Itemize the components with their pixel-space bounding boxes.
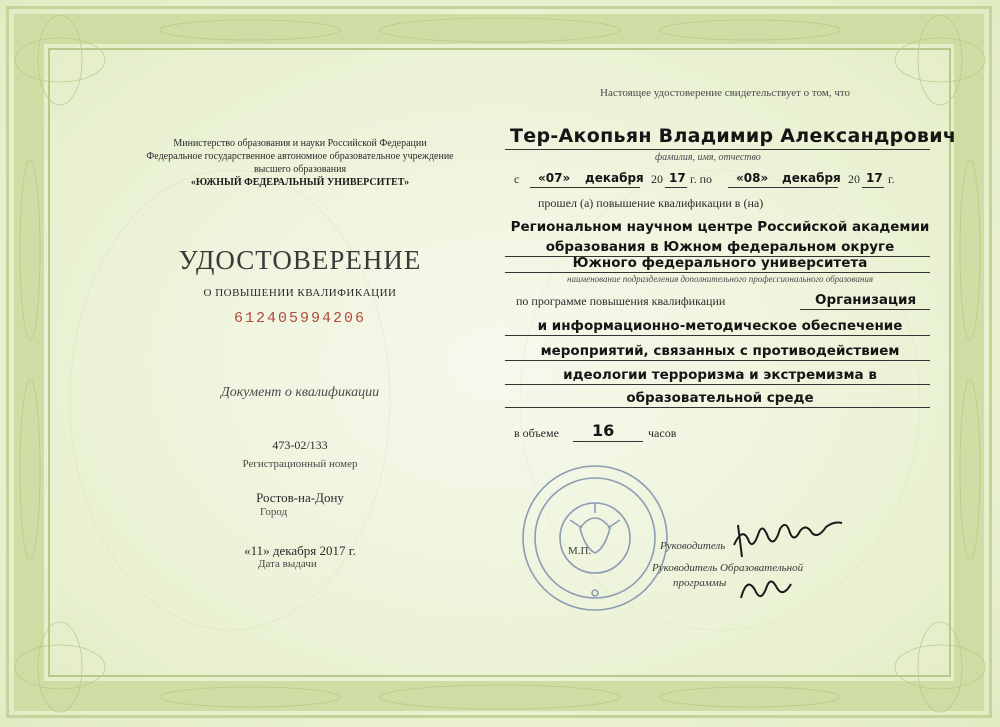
organization-caption: наименование подразделения дополнительного профессионального образования — [566, 274, 874, 284]
to-year-suffix: г. — [888, 172, 895, 186]
head-label: Руководитель — [660, 540, 726, 552]
program-line-5: образовательной среде — [626, 390, 814, 406]
serial-number: 612405994206 — [233, 310, 367, 327]
program-head-signature — [735, 572, 795, 608]
hours-suffix: часов — [648, 426, 677, 440]
issue-date-label: Дата выдачи — [258, 558, 317, 570]
from-month: декабря — [585, 171, 644, 185]
name-caption: фамилия, имя, отчество — [655, 152, 761, 163]
to-month: декабря — [782, 171, 841, 185]
from-date-underline — [530, 187, 640, 188]
university-name: «ЮЖНЫЙ ФЕДЕРАЛЬНЫЙ УНИВЕРСИТЕТ» — [190, 177, 410, 188]
organization-underline-3 — [505, 272, 930, 273]
program-line-3: мероприятий, связанных с противодействием — [540, 343, 900, 359]
hours-underline — [573, 441, 643, 442]
volume-prefix: в объеме — [514, 426, 559, 440]
to-year-underline — [862, 187, 884, 188]
ministry-line-3: высшего образования — [253, 164, 347, 175]
certificate-subtitle: О ПОВЫШЕНИИ КВАЛИФИКАЦИИ — [203, 287, 397, 299]
registration-number: 473-02/133 — [272, 438, 328, 452]
organization-line-3: Южного федерального университета — [572, 255, 868, 271]
issue-date: «11» декабря 2017 г. — [244, 543, 356, 558]
hours-value: 16 — [592, 421, 615, 440]
program-underline-3 — [505, 360, 930, 361]
to-date-underline — [728, 187, 838, 188]
program-underline-4 — [505, 384, 930, 385]
to-year-prefix: 20 — [848, 172, 860, 186]
from-year-prefix: 20 — [651, 172, 663, 186]
program-underline-1 — [800, 309, 930, 310]
certificate-title: УДОСТОВЕРЕНИЕ — [178, 245, 422, 275]
from-year-suffix: г. по — [690, 172, 712, 186]
city-label: Город — [260, 506, 288, 518]
registration-label: Регистрационный номер — [242, 458, 358, 470]
program-line-2: и информационно-методическое обеспечение — [537, 318, 903, 334]
issue-city: Ростов-на-Дону — [256, 490, 344, 505]
from-year-underline — [665, 187, 687, 188]
from-year: 17 — [669, 171, 686, 185]
head-signature — [728, 515, 858, 565]
holder-full-name: Тер-Акопьян Владимир Александрович — [510, 125, 957, 147]
name-underline — [505, 149, 930, 150]
ministry-line-2: Федеральное государственное автономное образовательное учреждение — [146, 151, 454, 162]
program-head-label-2: программы — [673, 577, 727, 589]
program-line-4: идеологии терроризма и экстремизма в — [563, 367, 877, 383]
program-prefix: по программе повышения квалификации — [516, 294, 726, 308]
program-underline-5 — [505, 407, 930, 408]
ministry-line-1: Министерство образования и науки Российской Федерации — [173, 138, 427, 149]
to-year: 17 — [866, 171, 883, 185]
organization-line-2: образования в Южном федеральном округе — [545, 239, 895, 255]
document-type: Документ о квалификации — [220, 385, 380, 400]
intro-text: Настоящее удостоверение свидетельствует о том, что — [600, 87, 851, 99]
program-underline-2 — [505, 335, 930, 336]
program-line-1: Организация — [815, 292, 917, 308]
seal-stamp-icon — [520, 458, 670, 618]
program-head-label-1: Руководитель Образовательной — [652, 562, 804, 574]
stamp-label: М.П. — [568, 545, 592, 557]
organization-line-1: Региональном научном центре Российской академии — [510, 219, 930, 235]
from-day: «07» — [538, 171, 571, 185]
passed-text: прошел (а) повышение квалификации в (на) — [538, 196, 764, 210]
to-day: «08» — [736, 171, 769, 185]
date-from-prefix: с — [514, 172, 520, 186]
